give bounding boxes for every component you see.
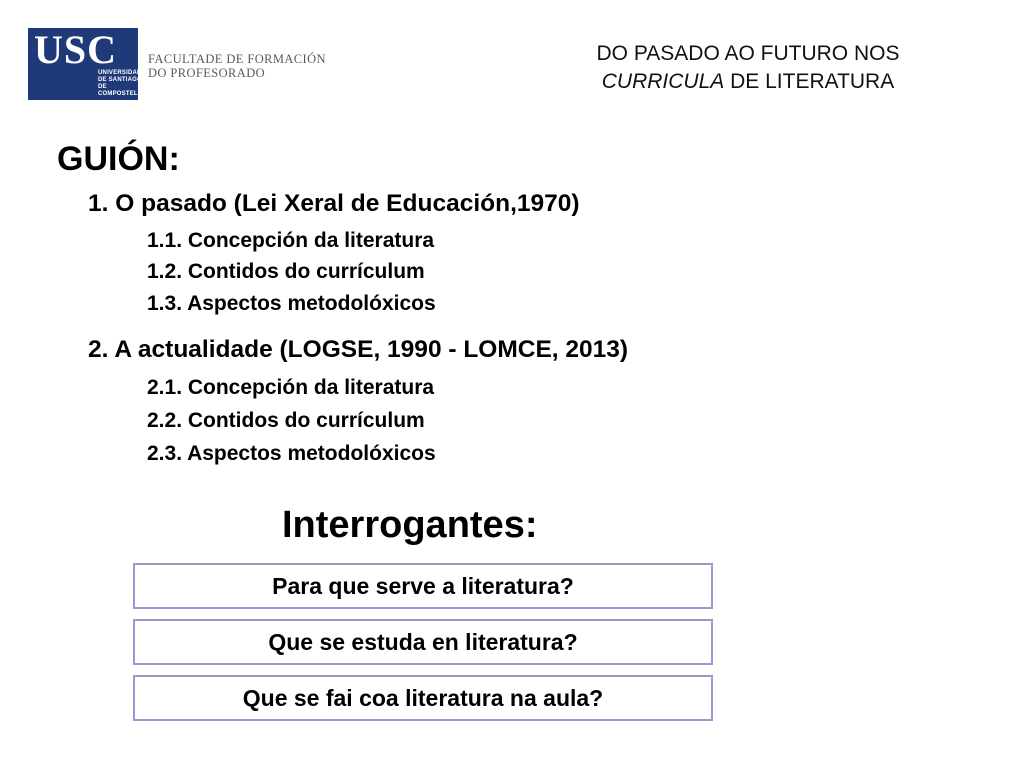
section-1-item-3: 1.3. Aspectos metodolóxicos [147, 292, 436, 315]
section-1-item-1: 1.1. Concepción da literatura [147, 229, 435, 252]
logo-line-3: DE COMPOSTELA [98, 84, 143, 97]
section-1-item-2: 1.2. Contidos do currículum [147, 260, 425, 283]
guion-title: GUIÓN: [57, 140, 180, 178]
section-2-item-3: 2.3. Aspectos metodolóxicos [147, 442, 436, 465]
section-2-item-2: 2.2. Contidos do currículum [147, 409, 425, 432]
logo-letters: USC [34, 27, 118, 72]
section-2-label: 2. A actualidade (LOGSE, 1990 - LOMCE, 2013) [88, 336, 629, 363]
question-box-1: Para que serve a literatura? [133, 563, 713, 609]
section-1-label: 1. O pasado (Lei Xeral de Educación,1970) [88, 190, 580, 217]
header-rest: DE LITERATURA [724, 70, 895, 93]
question-box-2: Que se estuda en literatura? [133, 619, 713, 665]
header-line-1: DO PASADO AO FUTURO NOS [596, 42, 900, 65]
logo-line-1: UNIVERSIDADE [98, 70, 146, 76]
faculty-name [148, 52, 326, 80]
question-box-3: Que se fai coa literatura na aula? [133, 675, 713, 721]
section-2-item-1: 2.1. Concepción da literatura [147, 376, 435, 399]
header-title [538, 40, 958, 96]
faculty-line-1: FACULTADE DE FORMACIÓN [148, 52, 326, 66]
interrogantes-title: Interrogantes: [282, 504, 538, 546]
header-italic: CURRICULA [601, 70, 725, 93]
usc-logo [28, 27, 146, 100]
header-line-2 [538, 68, 958, 96]
logo-subtext [98, 70, 146, 98]
logo-line-2: DE SANTIAGO [98, 77, 142, 83]
faculty-line-2: DO PROFESORADO [148, 66, 266, 80]
